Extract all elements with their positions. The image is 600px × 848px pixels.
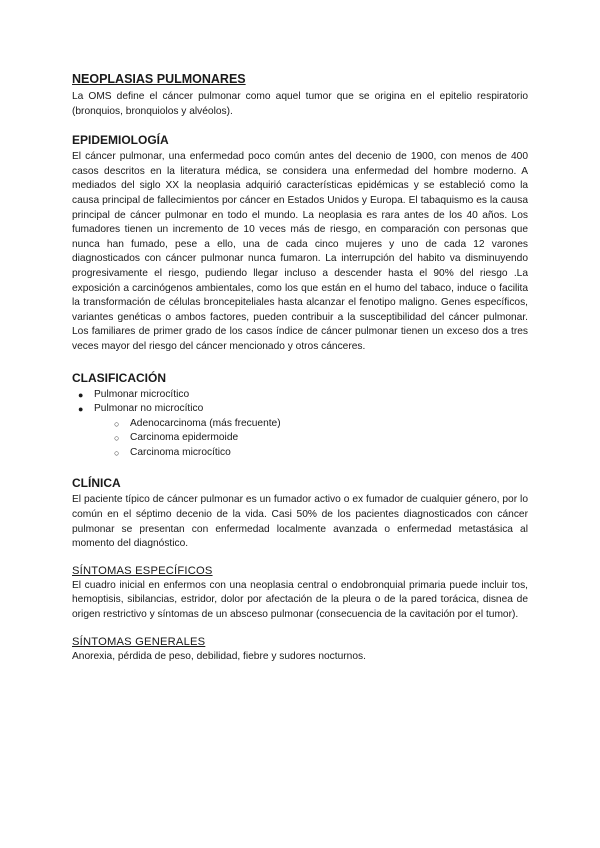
clinica-heading: CLÍNICA <box>72 476 121 491</box>
sub-list <box>108 417 528 461</box>
bullet-icon: ● <box>78 404 84 415</box>
epidemiologia-heading: EPIDEMIOLOGÍA <box>72 133 169 148</box>
epidemiologia-section <box>72 133 528 354</box>
list-item-label: Pulmonar microcítico <box>94 388 190 400</box>
list-item-label: Pulmonar no microcítico <box>94 403 204 415</box>
clinica-paragraph: El paciente típico de cáncer pulmonar es un fumador activo o ex fumador de cualquier género, por lo común en el séptimo decenio de la vida. Casi 50% de los pacientes diagnosticados con cáncer pulmonar se presentan con enfermedad localmente avanzada o enfermedad metastásica al momento del diagnóstico. <box>72 494 528 550</box>
clasificacion-section <box>72 371 528 461</box>
intro-paragraph: La OMS define el cáncer pulmonar como aquel tumor que se origina en el epitelio respiratorio (bronquios, bronquiolos y alvéolos). <box>72 91 528 117</box>
sub-list-item-label: Adenocarcinoma (más frecuente) <box>130 417 281 429</box>
sintomas-generales-section <box>72 635 528 665</box>
sintomas-especificos-heading: SÍNTOMAS ESPECÍFICOS <box>72 564 213 577</box>
clasificacion-heading: CLASIFICACIÓN <box>72 370 166 385</box>
sub-list-item-label: Carcinoma microcítico <box>130 446 231 458</box>
list-item <box>72 388 528 403</box>
sintomas-generales-heading: SÍNTOMAS GENERALES <box>72 635 206 648</box>
document-title: NEOPLASIAS PULMONARES <box>72 72 246 86</box>
clasificacion-list <box>72 388 528 461</box>
bullet-icon: ● <box>78 389 84 400</box>
document-page <box>72 72 528 664</box>
sub-list-item <box>108 431 528 446</box>
clinica-section <box>72 476 528 551</box>
sub-list-item <box>108 417 528 432</box>
list-item <box>72 402 528 460</box>
hollow-bullet-icon: ○ <box>114 418 120 429</box>
sintomas-especificos-paragraph: El cuadro inicial en enfermos con una neoplasia central o endobronquial primaria puede incluir tos, hemoptisis, sibilancias, estridor, dolor por afectación de la pleura o de la pared torácica, disnea de origen restrictivo y síntomas de un absceso pulmonar (consecuencia de la cavitación por el tumor). <box>72 579 528 621</box>
hollow-bullet-icon: ○ <box>114 433 120 444</box>
sintomas-generales-paragraph: Anorexia, pérdida de peso, debilidad, fiebre y sudores nocturnos. <box>72 650 366 662</box>
sub-list-item <box>108 446 528 461</box>
hollow-bullet-icon: ○ <box>114 447 120 458</box>
epidemiologia-paragraph: El cáncer pulmonar, una enfermedad poco común antes del decenio de 1900, con menos de 400 casos descritos en la literatura médica, se considera una enfermedad del hombre moderno. A mediados del siglo XX la neoplasia adquirió características epidémicas y se estableció como la causa principal de fallecimientos por cáncer en Estados Unidos y Europa. El tabaquismo es la causa principal de cáncer pulmonar en todo el mundo. La neoplasia es rara antes de los 40 años. Los fumadores tienen un incremento de 10 veces más de riesgo, en comparación con personas que nunca han fumado, pese a ello, una de cada cinco mujeres y uno de cada 12 varones diagnosticados con cáncer pulmonar nunca fumaron. La interrupción del habito va disminuyendo progresivamente el riesgo, pudiendo llegar incluso a descender hasta el 90% del riesgo .La exposición a carcinógenos ambientales, como los que están en el humo del tabaco, induce o facilita la transformación de células broncepiteliales hasta alcanzar el fenotipo maligno. Genes específicos, variantes genéticas o ambos factores, pueden contribuir a la susceptibilidad del cáncer pulmonar. Los familiares de primer grado de los casos índice de cáncer pulmonar tienen un exceso dos a tres veces mayor del riesgo del cáncer mencionado y otros cánceres. <box>72 151 528 352</box>
sintomas-especificos-section <box>72 564 528 623</box>
sub-list-item-label: Carcinoma epidermoide <box>130 432 239 444</box>
